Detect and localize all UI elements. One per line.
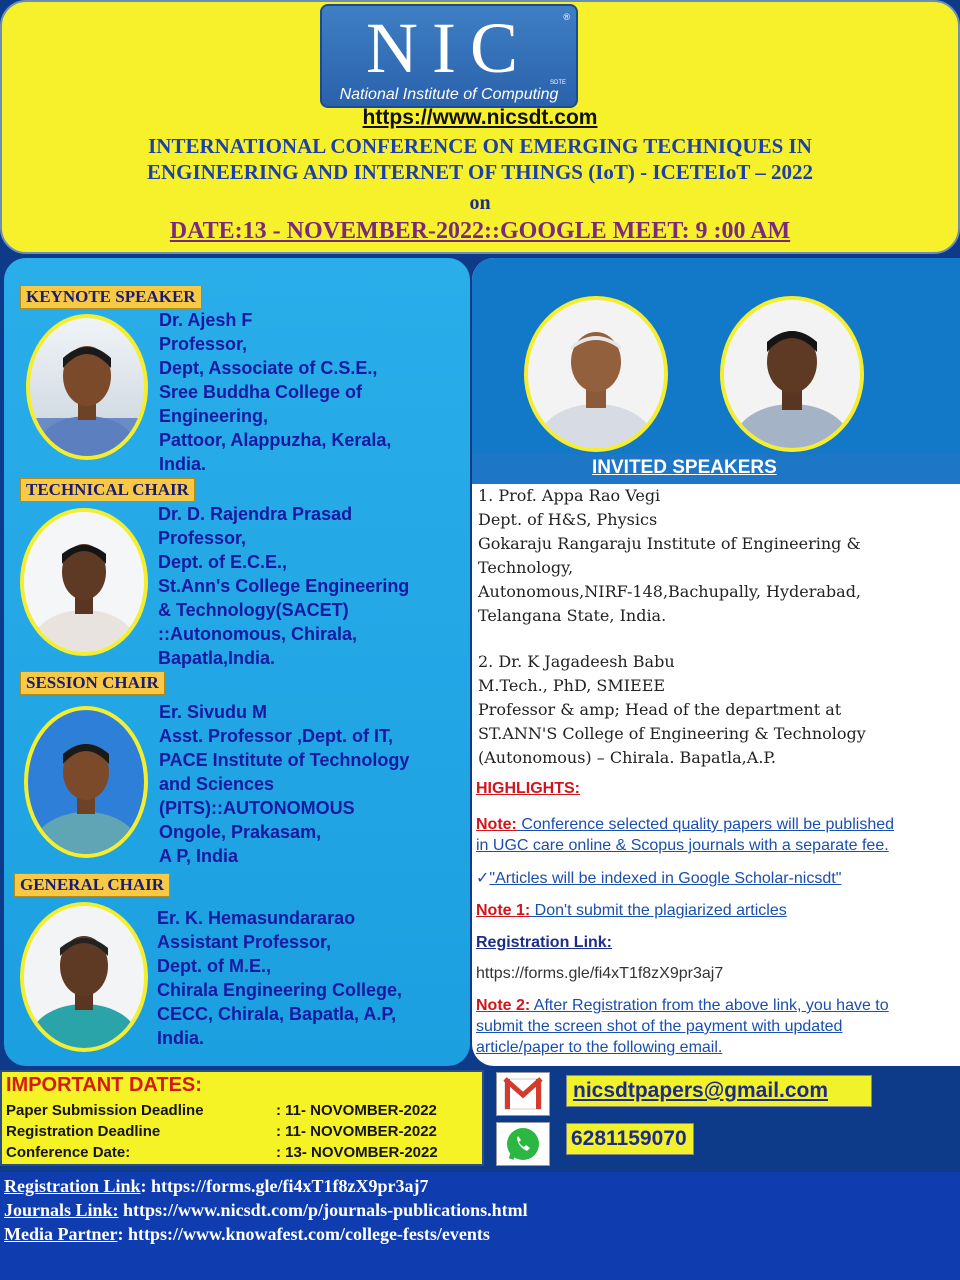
speaker-line: (PITS)::AUTONOMOUS bbox=[159, 798, 355, 818]
role-tag-keynote: KEYNOTE SPEAKER bbox=[20, 285, 202, 309]
keynote-speaker-photo bbox=[26, 314, 148, 460]
logo-registered-mark: ® bbox=[563, 12, 570, 22]
nic-logo bbox=[320, 4, 578, 108]
speaker-line: India. bbox=[159, 454, 207, 474]
invited-panel bbox=[472, 258, 960, 1066]
speaker-line: Chirala Engineering College, bbox=[157, 980, 403, 1000]
general-chair-photo bbox=[20, 902, 148, 1052]
note2-line3: article/paper to the following email. bbox=[476, 1039, 723, 1056]
footer-registration-key: Registration Link bbox=[4, 1176, 141, 1196]
logo-subtitle: National Institute of Computing bbox=[339, 86, 559, 103]
speaker-line: Dept. of M.E., bbox=[157, 956, 271, 976]
person-avatar-icon bbox=[724, 300, 860, 448]
invited-line: Gokaraju Rangaraju Institute of Engineering & bbox=[478, 534, 861, 553]
person-avatar-icon bbox=[528, 300, 664, 448]
person-avatar-icon bbox=[30, 318, 144, 456]
site-url-link[interactable]: https://www.nicsdt.com bbox=[362, 106, 598, 129]
note-label: Note: bbox=[476, 816, 517, 833]
logo-small-text: SDTE bbox=[549, 80, 566, 86]
role-tag-general-chair: GENERAL CHAIR bbox=[14, 873, 170, 897]
note-line2: in UGC care online & Scopus journals with a separate fee. bbox=[476, 837, 889, 854]
person-avatar-icon bbox=[24, 906, 144, 1048]
registration-label: Registration Link: bbox=[476, 934, 613, 951]
highlight-articles bbox=[476, 868, 841, 889]
general-chair-details bbox=[157, 906, 402, 1050]
speaker-line: CECC, Chirala, Bapatla, A.P, bbox=[157, 1004, 397, 1024]
check-icon: ✓ bbox=[476, 870, 490, 887]
invited-line: (Autonomous) – Chirala. Bapatla,A.P. bbox=[478, 748, 777, 767]
conference-title bbox=[2, 133, 958, 185]
technical-chair-photo bbox=[20, 508, 148, 656]
articles-text: "Articles will be indexed in Google Scholar-nicsdt" bbox=[489, 870, 842, 887]
highlight-note bbox=[476, 814, 894, 856]
footer-registration-link[interactable] bbox=[4, 1176, 428, 1197]
whatsapp-icon bbox=[496, 1122, 550, 1166]
footer-media-link[interactable] bbox=[4, 1224, 490, 1245]
speaker-line: Bapatla,India. bbox=[158, 648, 276, 668]
invited-speaker-2-details bbox=[478, 650, 866, 770]
keynote-speaker-details bbox=[159, 308, 391, 476]
role-tag-technical-chair: TECHNICAL CHAIR bbox=[20, 478, 195, 502]
highlight-note2 bbox=[476, 995, 889, 1058]
date-value: : 11- NOVOMBER-2022 bbox=[276, 1123, 437, 1140]
speaker-line: Asst. Professor ,Dept. of IT, bbox=[159, 726, 394, 746]
note2-line1: After Registration from the above link, you have to bbox=[530, 997, 889, 1014]
person-avatar-icon bbox=[28, 710, 144, 854]
speaker-line: Pattoor, Alappuzha, Kerala, bbox=[159, 430, 392, 450]
logo-letters: NIC bbox=[366, 8, 532, 88]
invited-line: Professor & amp; Head of the department at bbox=[478, 700, 842, 719]
invited-line: Technology, bbox=[478, 558, 574, 577]
speaker-line: A P, India bbox=[159, 846, 239, 866]
speaker-name: Er. K. Hemasundararao bbox=[157, 908, 356, 928]
highlight-note1 bbox=[476, 900, 787, 921]
gmail-icon bbox=[496, 1072, 550, 1116]
speaker-line: PACE Institute of Technology bbox=[159, 750, 410, 770]
highlights-title: HIGHLIGHTS: bbox=[476, 780, 580, 797]
important-dates-title: IMPORTANT DATES: bbox=[6, 1074, 202, 1096]
speaker-line: India. bbox=[157, 1028, 205, 1048]
note1-label: Note 1: bbox=[476, 902, 531, 919]
footer-journals-link[interactable] bbox=[4, 1200, 528, 1221]
speaker-line: and Sciences bbox=[159, 774, 275, 794]
note2-label: Note 2: bbox=[476, 997, 531, 1014]
footer-links bbox=[0, 1172, 960, 1280]
person-avatar-icon bbox=[24, 512, 144, 652]
date-value: : 11- NOVOMBER-2022 bbox=[276, 1102, 437, 1119]
speaker-line: Dept. of E.C.E., bbox=[158, 552, 288, 572]
highlight-registration-url-row bbox=[476, 963, 723, 984]
footer-media-key: Media Partner bbox=[4, 1224, 118, 1244]
technical-chair-details bbox=[158, 502, 409, 670]
role-tag-session-chair: SESSION CHAIR bbox=[20, 671, 165, 695]
speaker-name: Dr. D. Rajendra Prasad bbox=[158, 504, 353, 524]
speaker-line: St.Ann's College Engineering bbox=[158, 576, 410, 596]
invited-line: Dept. of H&S, Physics bbox=[478, 510, 658, 529]
note1-text: Don't submit the plagiarized articles bbox=[530, 902, 787, 919]
note2-line2: submit the screen shot of the payment with updated bbox=[476, 1018, 843, 1035]
speaker-line: Professor, bbox=[159, 334, 248, 354]
footer-journals-url: https://www.nicsdt.com/p/journals-publications.html bbox=[118, 1200, 528, 1220]
contact-email-link[interactable]: nicsdtpapers@gmail.com bbox=[566, 1075, 872, 1107]
speaker-line: Professor, bbox=[158, 528, 247, 548]
conference-on: on bbox=[469, 192, 491, 214]
highlight-registration bbox=[476, 932, 612, 953]
contact-phone[interactable]: 6281159070 bbox=[566, 1123, 694, 1155]
date-value: : 13- NOVOMBER-2022 bbox=[276, 1144, 438, 1161]
conference-title-line1: INTERNATIONAL CONFERENCE ON EMERGING TECHNIQUES IN bbox=[148, 134, 812, 158]
invited-speaker-1-photo bbox=[524, 296, 668, 452]
date-label: Paper Submission Deadline bbox=[6, 1102, 204, 1119]
date-label: Registration Deadline bbox=[6, 1123, 161, 1140]
speaker-line: Engineering, bbox=[159, 406, 269, 426]
speaker-line: & Technology(SACET) bbox=[158, 600, 349, 620]
speaker-line: Dept, Associate of C.S.E., bbox=[159, 358, 378, 378]
session-chair-photo bbox=[24, 706, 148, 858]
conference-title-line2: ENGINEERING AND INTERNET OF THINGS (IoT) - ICETEIoT – 2022 bbox=[146, 160, 814, 184]
session-chair-details bbox=[159, 700, 409, 868]
footer-media-url: : https://www.knowafest.com/college-fests/events bbox=[117, 1224, 490, 1244]
note-line1: Conference selected quality papers will be published bbox=[516, 816, 895, 833]
speaker-name: Er. Sivudu M bbox=[159, 702, 268, 722]
speaker-line: ::Autonomous, Chirala, bbox=[158, 624, 357, 644]
speaker-line: Ongole, Prakasam, bbox=[159, 822, 322, 842]
conference-date: DATE:13 - NOVEMBER-2022::GOOGLE MEET: 9 :00 AM bbox=[169, 218, 791, 244]
invited-speakers-label: INVITED SPEAKERS bbox=[592, 457, 777, 478]
invited-speaker-2-photo bbox=[720, 296, 864, 452]
invited-line: ST.ANN'S College of Engineering & Technology bbox=[478, 724, 866, 743]
invited-speaker-1-details bbox=[478, 484, 861, 628]
speaker-name: Dr. Ajesh F bbox=[159, 310, 253, 330]
speaker-line: Assistant Professor, bbox=[157, 932, 332, 952]
invited-line: Autonomous,NIRF-148,Bachupally, Hyderabad, bbox=[478, 582, 862, 601]
speaker-line: Sree Buddha College of bbox=[159, 382, 363, 402]
footer-journals-key: Journals Link: bbox=[4, 1200, 119, 1220]
invited-line: Telangana State, India. bbox=[478, 606, 667, 625]
invited-line: 2. Dr. K Jagadeesh Babu bbox=[478, 652, 675, 671]
invited-line: 1. Prof. Appa Rao Vegi bbox=[478, 486, 661, 505]
registration-url-link[interactable]: https://forms.gle/fi4xT1f8zX9pr3aj7 bbox=[476, 965, 724, 982]
important-dates-box bbox=[0, 1070, 484, 1166]
invited-line: M.Tech., PhD, SMIEEE bbox=[478, 676, 666, 695]
date-label: Conference Date: bbox=[6, 1144, 131, 1161]
footer-registration-url: : https://forms.gle/fi4xT1f8zX9pr3aj7 bbox=[140, 1176, 429, 1196]
header-banner bbox=[0, 0, 960, 254]
